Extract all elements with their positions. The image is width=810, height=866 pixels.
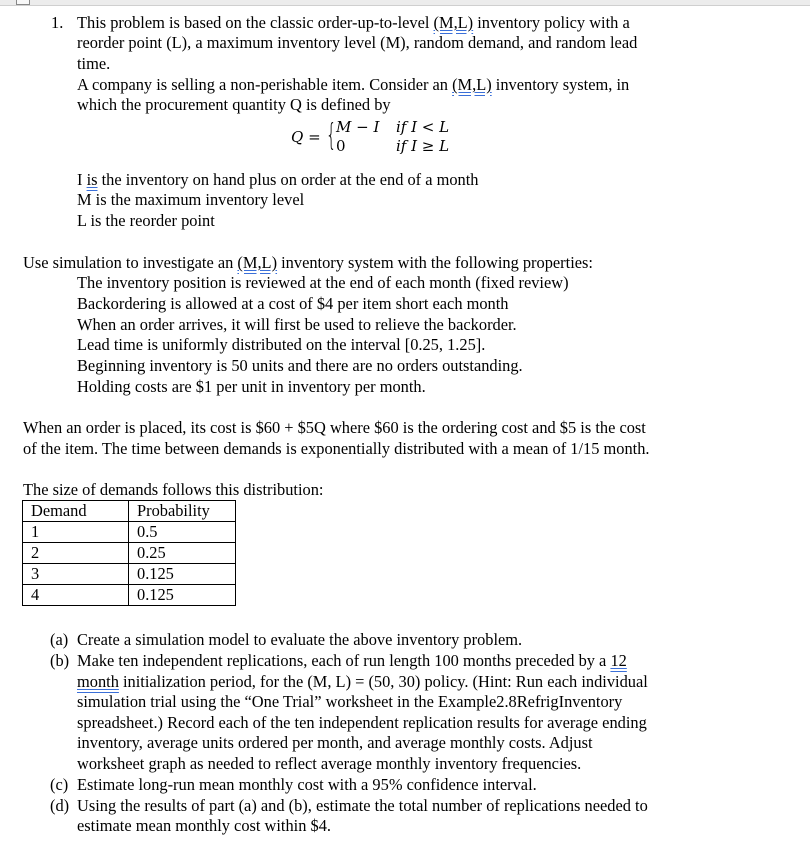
cost-line-2: of the item. The time between demands is exponentially distributed with a mean of 1/15 month. <box>23 439 650 458</box>
property-item: Beginning inventory is 50 units and there are no orders outstanding. <box>77 356 523 375</box>
part-text: month initialization period, for the (M, L) = (50, 30) policy. (Hint: Run each individual <box>77 672 648 691</box>
table-row <box>23 522 236 543</box>
part-text: Create a simulation model to evaluate the above inventory problem. <box>77 630 523 649</box>
intro-line-1: This problem is based on the classic order-up-to-level (M,L) inventory policy with a <box>77 13 630 32</box>
part-text: Make ten independent replications, each of run length 100 months preceded by a 12 <box>77 651 627 670</box>
ruler-bar <box>0 0 810 6</box>
probability-cell: 0.5 <box>129 522 236 543</box>
property-item: Holding costs are $1 per unit in inventory per month. <box>77 377 426 396</box>
probability-cell: 0.25 <box>129 543 236 564</box>
simulation-intro: Use simulation to investigate an (M,L) inventory system with the following properties: <box>23 253 593 272</box>
spellcheck-ml: (M,L) <box>452 75 492 94</box>
equation-brace: { <box>326 118 337 153</box>
header-demand: Demand <box>23 501 129 522</box>
probability-cell: 0.125 <box>129 564 236 585</box>
part-text: inventory, average units ordered per month, and average monthly costs. Adjust <box>77 733 593 752</box>
spellcheck-ml: (M,L) <box>433 13 474 32</box>
intro-line-3: time. <box>77 54 111 73</box>
property-item: Backordering is allowed at a cost of $4 per item short each month <box>77 294 509 313</box>
property-item: The inventory position is reviewed at the end of each month (fixed review) <box>77 273 569 292</box>
distribution-caption: The size of demands follows this distribution: <box>23 480 324 499</box>
property-item: Lead time is uniformly distributed on the interval [0.25, 1.25]. <box>77 335 486 354</box>
definition-i: I is the inventory on hand plus on order at the end of a month <box>77 170 479 189</box>
intro-line-2: reorder point (L), a maximum inventory level (M), random demand, and random lead <box>77 33 638 52</box>
demand-cell: 3 <box>23 564 129 585</box>
part-text: Estimate long-run mean monthly cost with a 95% confidence interval. <box>77 775 537 794</box>
part-text: spreadsheet.) Record each of the ten independent replication results for average ending <box>77 713 647 732</box>
intro-line-4: A company is selling a non-perishable item. Consider an (M,L) inventory system, in <box>77 75 630 94</box>
part-text: Using the results of part (a) and (b), estimate the total number of replications needed to <box>77 796 648 815</box>
margin-marker[interactable] <box>16 0 30 5</box>
part-label: (a) <box>50 630 69 649</box>
header-probability: Probability <box>129 501 236 522</box>
part-text: worksheet graph as needed to reflect average monthly inventory frequencies. <box>77 754 582 773</box>
probability-cell: 0.125 <box>129 585 236 606</box>
equation-lhs: Q = <box>291 128 321 146</box>
demand-distribution-table <box>22 500 236 606</box>
equation-case-1: M − I if I < L <box>336 118 450 136</box>
table-header-row <box>23 501 236 522</box>
demand-cell: 2 <box>23 543 129 564</box>
cost-line-1: When an order is placed, its cost is $60 + $5Q where $60 is the ordering cost and $5 is the cost <box>23 418 646 437</box>
part-text: simulation trial using the “One Trial” worksheet in the Example2.8RefrigInventory <box>77 692 623 711</box>
table-row <box>23 585 236 606</box>
part-text: estimate mean monthly cost within $4. <box>77 816 332 835</box>
table-row <box>23 543 236 564</box>
spellcheck-month: month <box>77 672 119 691</box>
equation-case-2: 0 if I ≥ L <box>336 137 450 155</box>
problem-number: 1. <box>51 13 64 32</box>
intro-line-5: which the procurement quantity Q is defined by <box>77 95 391 114</box>
part-label: (d) <box>50 796 70 815</box>
part-label: (c) <box>50 775 69 794</box>
definition-m: M is the maximum inventory level <box>77 190 305 209</box>
definition-l: L is the reorder point <box>77 211 215 230</box>
spellcheck-is: is <box>86 170 98 189</box>
spellcheck-ml: (M,L) <box>237 253 278 272</box>
property-item: When an order arrives, it will first be used to relieve the backorder. <box>77 315 517 334</box>
demand-cell: 4 <box>23 585 129 606</box>
spellcheck-12: 12 <box>610 651 627 670</box>
table-row <box>23 564 236 585</box>
part-label: (b) <box>50 651 70 670</box>
demand-cell: 1 <box>23 522 129 543</box>
